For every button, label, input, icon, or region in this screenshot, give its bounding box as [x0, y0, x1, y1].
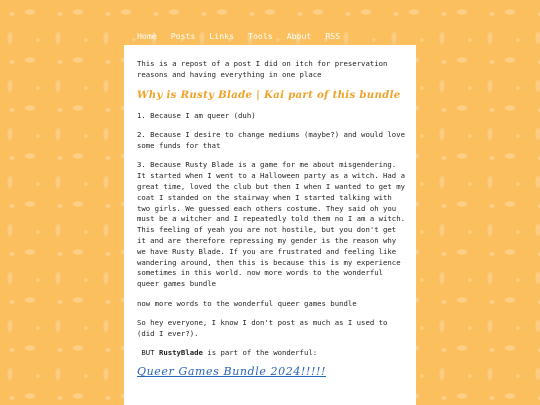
nav-posts-link[interactable]: Posts [170, 31, 196, 41]
bundle-link-wrapper [137, 367, 407, 379]
hey-paragraph: So hey everyone, I know I don't post as much as I used to (did I ever?). [137, 317, 388, 338]
post-content [137, 59, 407, 388]
rustyblade-name: RustyBlade [158, 348, 203, 358]
nav-rss-link[interactable]: RSS [325, 31, 341, 41]
reason-item-2: 2. Because I desire to change mediums (maybe?) and would love some funds for that [137, 130, 405, 150]
reason-item-1: 1. Because I am queer (duh) [137, 110, 256, 120]
but-prefix: BUT [137, 348, 159, 358]
bundle-line: now more words to the wonderful queer games bundle [137, 298, 357, 308]
post-intro: This is a repost of a post I did on itch for preservation reasons and having everything in one place [137, 59, 388, 79]
reason-item-3: 3. Because Rusty Blade is a game for me about misgendering. It started when I went to a Halloween party as a witch. Had a great time, loved the club but then I when I wanted to get my coat I standed on the stairway when I started talking with two girls. We guessed each others costume. They said oh you must be a witcher and I repeatedly told them no I am a witch. This feeling of yeah you are not hostile, but you don't get it and are therefore repressing my gender is the reason why we have Rusty Blade. If you are frustrated and feeling like wandering around, then this is because this is my experience sometimes in this world. now more words to the wonderful queer games bundle [137, 160, 405, 289]
post-panel [124, 45, 416, 405]
but-paragraph [137, 348, 407, 359]
bundle-link[interactable]: Queer Games Bundle 2024!!!!! [137, 365, 327, 379]
nav-home-link[interactable]: Home [137, 31, 157, 41]
top-nav [137, 29, 354, 43]
nav-links-link[interactable]: Links [209, 31, 235, 41]
post-heading: Why is Rusty Blade | Kai part of this bundle [137, 89, 401, 102]
but-suffix: is part of the wonderful: [202, 348, 318, 358]
nav-about-link[interactable]: About [286, 31, 312, 41]
nav-tools-link[interactable]: Tools [248, 31, 273, 41]
